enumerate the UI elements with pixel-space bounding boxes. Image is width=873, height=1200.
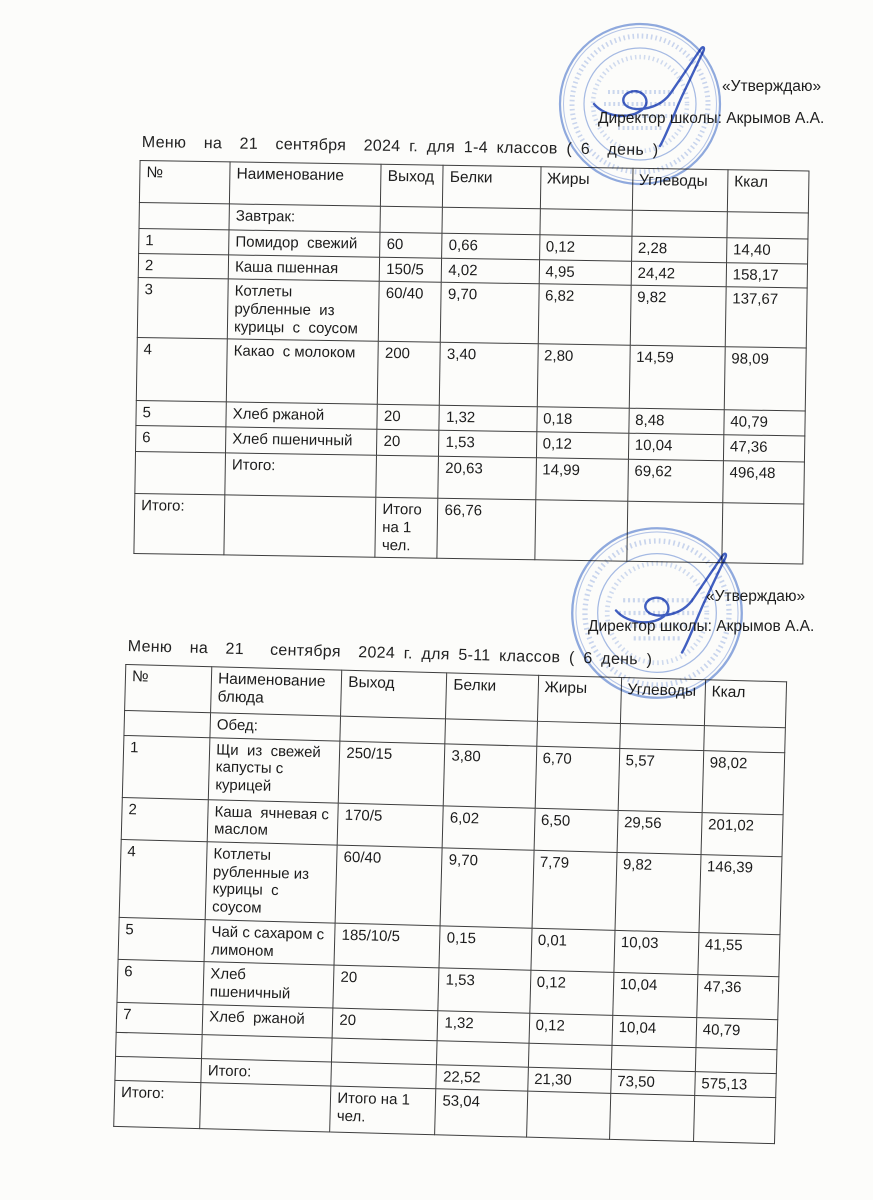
dish-fat: 0,12 <box>529 970 613 1015</box>
dish-protein: 9,70 <box>441 283 539 345</box>
col-header-kcal: Ккал <box>727 170 809 213</box>
dish-carbs: 14,59 <box>629 346 725 410</box>
col-header-carbs: Углеводы <box>620 677 705 725</box>
dish-fat: 0,12 <box>529 1013 613 1045</box>
dish-portion: 20 <box>377 405 439 431</box>
col-header-portion: Выход <box>381 164 444 207</box>
dish-protein: 3,80 <box>444 744 537 808</box>
dish-number: 4 <box>136 338 227 402</box>
dish-number: 1 <box>122 735 210 799</box>
col-header-number: № <box>139 161 230 204</box>
dish-name: Каша ячневая с маслом <box>207 799 338 845</box>
per-person-label: Итого: <box>114 1081 201 1129</box>
dish-name: Щи из свежей капусты с курицей <box>208 737 340 802</box>
dish-portion: 170/5 <box>337 803 443 848</box>
dish-protein: 0,66 <box>442 233 540 259</box>
dish-portion: 250/15 <box>339 741 446 806</box>
per-person-unit: Итого на 1 чел. <box>330 1086 436 1135</box>
dish-name: Хлеб ржаной <box>226 402 378 429</box>
dish-kcal: 40,79 <box>724 410 806 436</box>
dish-name: Каша пшенная <box>228 255 380 282</box>
col-header-number: № <box>125 665 212 713</box>
dish-number: 1 <box>139 228 230 254</box>
col-header-protein: Белки <box>446 673 538 721</box>
dish-fat: 7,79 <box>532 850 617 930</box>
col-header-portion: Выход <box>341 670 447 719</box>
dish-protein: 6,02 <box>443 806 535 851</box>
dish-name: Котлеты рубленные из курицы с соусом <box>205 842 337 923</box>
dish-portion: 60/40 <box>379 282 442 343</box>
dish-protein: 4,02 <box>442 258 540 284</box>
dish-portion: 20 <box>333 965 439 1010</box>
dish-kcal: 158,17 <box>726 262 808 288</box>
totals-kcal: 575,13 <box>695 1071 777 1098</box>
dish-fat: 2,80 <box>537 344 630 408</box>
dish-fat: 0,12 <box>539 235 632 261</box>
col-header-name: Наименование <box>230 162 382 206</box>
director-line: Директор школы: Акрымов А.А. <box>598 110 825 127</box>
col-header-name: Наименование блюда <box>211 667 342 716</box>
menu-table-5-11 <box>113 664 787 1144</box>
dish-carbs: 9,82 <box>630 286 726 348</box>
dish-protein: 1,32 <box>438 1010 530 1042</box>
dish-name: Котлеты рубленные из курицы с соусом <box>227 279 379 341</box>
dish-carbs: 9,82 <box>615 852 701 932</box>
menu-title-1-4: Меню на 21 сентября 2024 г. для 1-4 классов ( 6 день ) <box>141 134 659 160</box>
per-person-unit: Итого на 1 чел. <box>375 497 438 558</box>
dish-carbs: 10,04 <box>612 1015 697 1047</box>
director-line: Директор школы: Акрымов А.А. <box>588 618 815 635</box>
dish-carbs: 10,04 <box>613 973 698 1018</box>
dish-portion: 60/40 <box>335 845 442 925</box>
dish-number: 5 <box>118 917 205 962</box>
dish-number: 3 <box>137 278 228 339</box>
totals-protein: 20,63 <box>438 456 536 500</box>
dish-number: 6 <box>136 426 227 453</box>
dish-fat: 0,12 <box>536 432 629 459</box>
menu-title-5-11: Меню на 21 сентября 2024 г. для 5-11 классов ( 6 день ) <box>127 638 653 669</box>
dish-fat: 0,18 <box>536 407 629 433</box>
dish-carbs: 24,42 <box>631 261 727 287</box>
dish-fat: 6,82 <box>538 284 631 346</box>
dish-number: 6 <box>117 960 204 1005</box>
dish-protein: 1,53 <box>439 430 537 458</box>
totals-carbs: 73,50 <box>610 1069 695 1096</box>
menu-table-1-4 <box>133 160 809 565</box>
totals-carbs: 69,62 <box>627 459 723 502</box>
dish-kcal: 40,79 <box>696 1017 778 1049</box>
dish-kcal: 98,09 <box>724 347 806 411</box>
dish-kcal: 146,39 <box>699 855 782 935</box>
dish-portion: 20 <box>377 429 439 456</box>
dish-portion: 150/5 <box>380 257 442 283</box>
dish-portion: 60 <box>380 232 442 258</box>
dish-number: 4 <box>119 840 207 920</box>
col-header-fat: Жиры <box>537 675 621 723</box>
dish-row <box>137 278 807 349</box>
dish-kcal: 41,55 <box>698 932 780 976</box>
dish-kcal: 14,40 <box>726 238 808 264</box>
menu-section-grades-5-11 <box>113 638 788 1144</box>
col-header-fat: Жиры <box>540 167 633 210</box>
approval-quote: «Утверждаю» <box>706 588 806 605</box>
dish-fat: 0,01 <box>531 928 615 973</box>
dish-protein: 1,32 <box>439 406 537 432</box>
dish-name: Хлеб ржаной <box>202 1004 333 1037</box>
dish-number: 2 <box>138 253 229 279</box>
dish-row <box>136 338 806 412</box>
dish-kcal: 98,02 <box>702 750 785 814</box>
dish-number: 7 <box>116 1002 203 1034</box>
per-person-label: Итого: <box>134 494 225 555</box>
dish-portion: 20 <box>332 1008 438 1041</box>
dish-carbs: 10,03 <box>614 930 699 975</box>
dish-protein: 3,40 <box>440 343 538 408</box>
dish-fat: 6,70 <box>535 746 620 810</box>
dish-name: Хлеб пшеничный <box>226 427 378 455</box>
dish-kcal: 47,36 <box>697 975 779 1019</box>
totals-fat: 21,30 <box>527 1067 611 1094</box>
dish-protein: 9,70 <box>441 848 534 928</box>
col-header-carbs: Углеводы <box>632 168 728 211</box>
dish-name: Чай с сахаром с лимоном <box>204 919 335 965</box>
dish-carbs: 29,56 <box>617 810 702 855</box>
totals-protein: 22,52 <box>436 1064 528 1091</box>
dish-kcal: 47,36 <box>723 435 805 462</box>
approval-quote: «Утверждаю» <box>722 78 822 95</box>
dish-portion: 185/10/5 <box>334 923 440 968</box>
dish-number: 2 <box>121 797 208 842</box>
dish-kcal: 137,67 <box>725 287 807 348</box>
dish-fat: 6,50 <box>534 808 618 853</box>
dish-name: Какао с молоком <box>226 339 378 404</box>
dish-number: 5 <box>136 401 227 427</box>
dish-portion: 200 <box>378 342 441 406</box>
totals-label: Итого: <box>201 1058 332 1086</box>
totals-label: Итого: <box>225 453 377 497</box>
dish-name: Помидор свежий <box>229 230 381 257</box>
dish-protein: 0,15 <box>439 926 531 971</box>
col-header-protein: Белки <box>443 165 541 209</box>
menu-section-grades-1-4 <box>133 134 810 565</box>
totals-kcal: 496,48 <box>723 461 805 504</box>
dish-carbs: 5,57 <box>618 748 704 812</box>
meal-label: Обед: <box>210 713 341 741</box>
dish-carbs: 8,48 <box>629 409 725 435</box>
dish-kcal: 201,02 <box>701 812 783 856</box>
dish-carbs: 2,28 <box>631 236 727 262</box>
per-person-value: 53,04 <box>435 1089 527 1137</box>
meal-label: Завтрак: <box>229 204 381 232</box>
dish-fat: 4,95 <box>539 259 632 285</box>
per-person-value: 66,76 <box>437 498 535 560</box>
dish-protein: 1,53 <box>438 968 530 1013</box>
dish-carbs: 10,04 <box>628 433 724 460</box>
col-header-kcal: Ккал <box>704 680 786 728</box>
director-signature-icon <box>588 40 738 155</box>
totals-fat: 14,99 <box>535 458 628 501</box>
dish-name: Хлеб пшеничный <box>203 962 334 1008</box>
